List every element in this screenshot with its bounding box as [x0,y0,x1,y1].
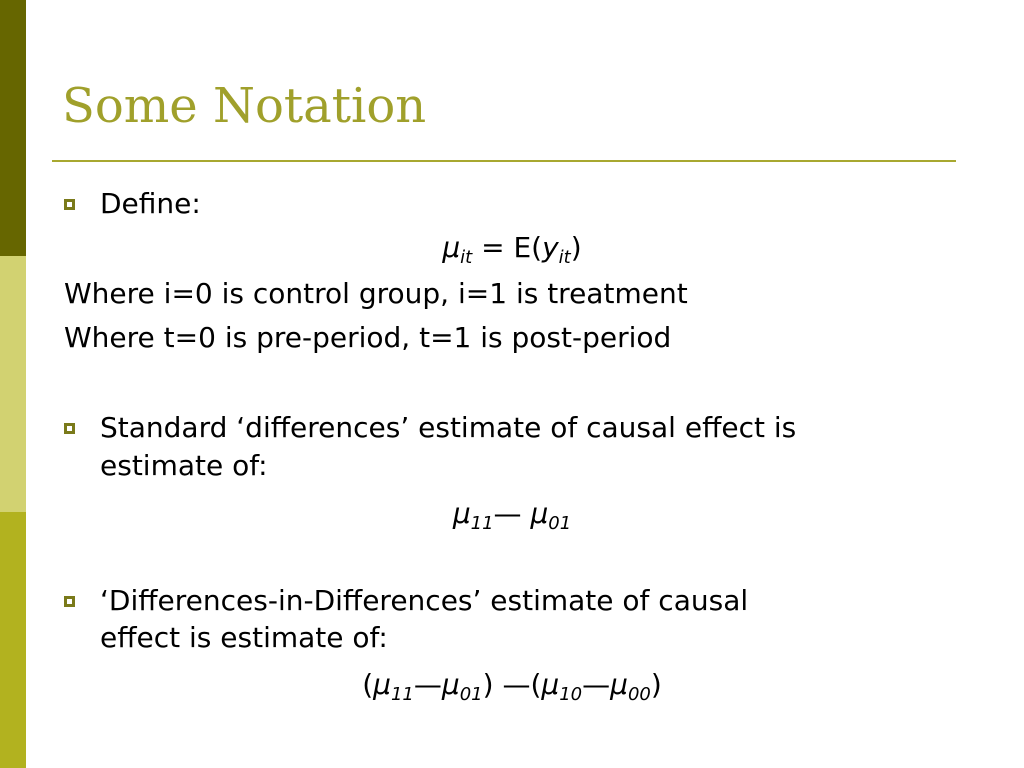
formula-text: ) [570,231,582,264]
formula-text: ) [650,668,662,701]
differences-text-line1: Standard ‘differences’ estimate of causal effect is [100,411,797,444]
slide-title: Some Notation [62,78,427,134]
formula-text: = E( [472,231,543,264]
did-formula [0,668,1024,705]
subscript: 11 [390,684,414,705]
subscript: 10 [559,684,583,705]
subscript: 11 [470,513,494,534]
mu-symbol: μ [441,668,460,701]
formula-text: — [582,668,611,701]
did-text-line2: effect is estimate of: [100,621,388,654]
bullet-square-icon [64,596,75,607]
differences-formula [0,497,1024,534]
subscript: 00 [627,684,651,705]
mu-symbol: μ [610,668,628,701]
define-period-line: Where t=0 is pre-period, t=1 is post-period [64,321,672,354]
define-label: Define: [100,187,201,220]
formula-text: — [413,668,442,701]
formula-text: ) —( [482,668,542,701]
mu-symbol: μ [373,668,391,701]
mu-symbol: μ [452,497,471,530]
define-group-line: Where i=0 is control group, i=1 is treatment [64,277,688,310]
did-text-line1: ‘Differences-in-Differences’ estimate of causal [100,584,749,617]
subscript: it [558,247,571,268]
subscript: 01 [459,684,483,705]
sidebar-dark-stripe [0,0,26,256]
bullet-square-icon [64,423,75,434]
mu-symbol: μ [442,231,461,264]
subscript: 01 [548,513,572,534]
sidebar-light-stripe [0,256,26,512]
formula-text: — [493,497,531,530]
subscript: it [460,247,473,268]
formula-text: ( [362,668,374,701]
define-formula [0,231,1024,268]
title-divider [52,160,956,162]
differences-text-line2: estimate of: [100,449,268,482]
mu-symbol: μ [541,668,560,701]
mu-symbol: μ [530,497,549,530]
bullet-square-icon [64,199,75,210]
sidebar-mid-stripe [0,512,26,768]
y-symbol: y [542,231,559,264]
